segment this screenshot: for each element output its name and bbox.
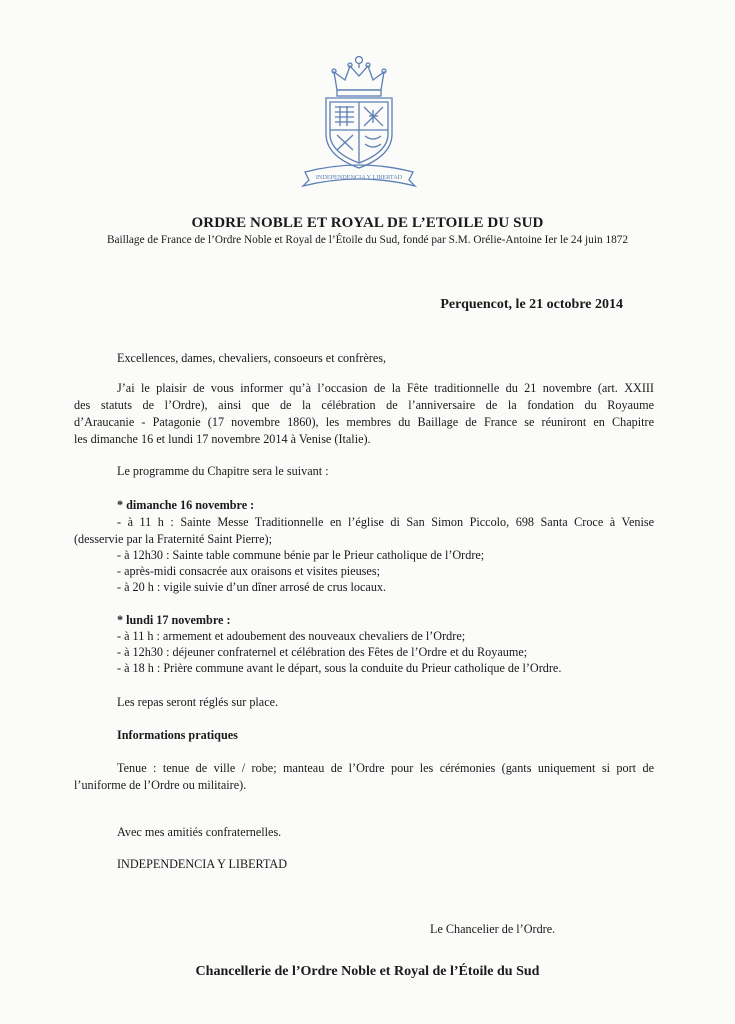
intro-line-1: J’ai le plaisir de vous informer qu’à l’occasion de la Fête traditionnelle du 21 novembre (art. XXIII [117, 381, 654, 395]
date-line: Perquencot, le 21 octobre 2014 [440, 297, 623, 312]
intro-line-4: les dimanche 16 et lundi 17 novembre 2014 à Venise (Italie). [74, 432, 371, 446]
day1-item-3: - après-midi consacrée aux oraisons et visites pieuses; [117, 564, 380, 578]
coat-of-arms-crest [297, 50, 421, 190]
programme-intro: Le programme du Chapitre sera le suivant : [117, 464, 329, 478]
signature: Le Chancelier de l’Ordre. [430, 922, 556, 936]
practical-heading: Informations pratiques [117, 728, 238, 742]
meals-note: Les repas seront réglés sur place. [117, 695, 279, 709]
day1-title: * dimanche 16 novembre : [117, 498, 255, 512]
closing: Avec mes amitiés confraternelles. [117, 825, 282, 839]
day1-item-4: - à 20 h : vigile suivie d’un dîner arrosé de crus locaux. [117, 580, 387, 594]
day1-item-2: - à 12h30 : Sainte table commune bénie par le Prieur catholique de l’Ordre; [117, 548, 485, 562]
letterhead-subtitle: Baillage de France de l’Ordre Noble et Royal de l’Étoile du Sud, fondé par S.M. Orélie-Antoine Ier le 24 juin 1872 [106, 234, 629, 246]
day1-item-1-cont: (desservie par la Fraternité Saint Pierre); [74, 532, 272, 546]
footer-chancellerie: Chancellerie de l’Ordre Noble et Royal de l’Étoile du Sud [195, 964, 540, 979]
day2-item-1: - à 11 h : armement et adoubement des nouveaux chevaliers de l’Ordre; [117, 629, 466, 643]
day2-item-3: - à 18 h : Prière commune avant le départ, sous la conduite du Prieur catholique de l’Ordre. [117, 661, 562, 675]
salutation: Excellences, dames, chevaliers, consoeurs et confrères, [117, 351, 387, 365]
letterhead-title: ORDRE NOBLE ET ROYAL DE L’ETOILE DU SUD [191, 215, 544, 231]
intro-line-3: d’Araucanie - Patagonie (17 novembre 1860), les membres du Baillage de France se réuniront en Chapitre [74, 415, 654, 429]
day2-title: * lundi 17 novembre : [117, 613, 231, 627]
day1-item-1: - à 11 h : Sainte Messe Traditionnelle en l’église di San Simon Piccolo, 698 Santa Croce à Venise [117, 515, 654, 529]
practical-line-1: Tenue : tenue de ville / robe; manteau de l’Ordre pour les cérémonies (gants uniquement si port de [117, 761, 654, 775]
crest-motto-text: INDEPENDENCIA Y LIBERTAD [315, 174, 403, 181]
motto: INDEPENDENCIA Y LIBERTAD [117, 857, 288, 871]
intro-line-2: des statuts de l’Ordre), ainsi que de la célébration de l’anniversaire de la fondation du Royaume [74, 398, 654, 412]
practical-line-2: l’uniforme de l’Ordre ou militaire). [74, 778, 247, 792]
day2-item-2: - à 12h30 : déjeuner confraternel et célébration des Fêtes de l’Ordre et du Royaume; [117, 645, 528, 659]
